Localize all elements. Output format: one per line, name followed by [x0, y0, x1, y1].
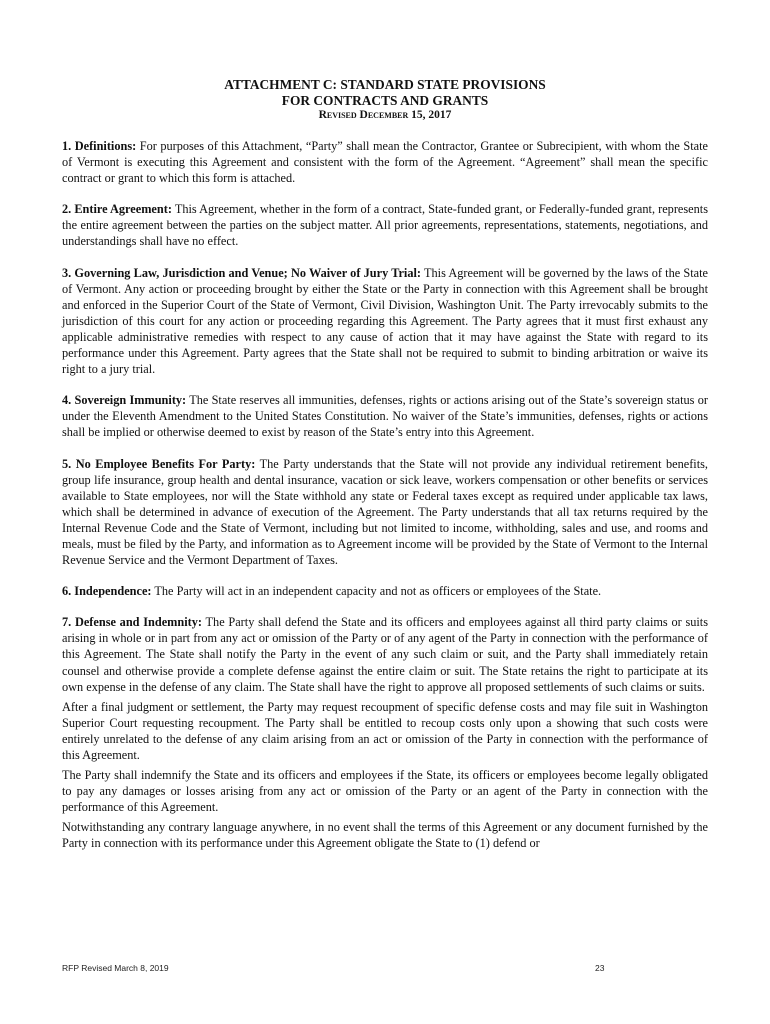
section-no-employee-benefits: [62, 456, 708, 569]
section-text: For purposes of this Attachment, “Party” shall mean the Contractor, Grantee or Subrecipient, with whom the State of Vermont is executing this Agreement and consistent with the form of the Agreement. “Agreement” shall mean the specific contract or grant to which this form is attached.: [62, 139, 708, 186]
section-text: The Party will act in an independent capacity and not as officers or employees of the State.: [154, 584, 602, 599]
revision-date: Revised December 15, 2017: [318, 109, 452, 121]
section-heading: 2. Entire Agreement:: [62, 202, 172, 217]
section-independence: [62, 583, 708, 599]
section-text: The Party understands that the State will not provide any individual retirement benefits, group life insurance, group health and dental insurance, vacation or sick leave, workers compensation or other benefits or services available to State employees, nor will the State withhold any state or Federal taxes except as required under applicable tax laws, which shall be determined in advance of execution of the Agreement. The Party understands that all tax returns required by the Internal Revenue Code and the State of Vermont, including but not limited to income, withholding, sales and use, and rooms and meals, must be filed by the Party, and information as to Agreement income will be provided by the State of Vermont to the Internal Revenue Service and the Vermont Department of Taxes.: [62, 456, 708, 568]
section-governing-law: [62, 265, 708, 378]
section-text: This Agreement will be governed by the laws of the State of Vermont. Any action or proceeding brought by either the State or the Party in connection with this Agreement shall be brought and enforced in the Superior Court of the State of Vermont, Civil Division, Washington Unit. The Party irrevocably submits to the jurisdiction of this court for any action or proceeding regarding this Agreement. The Party agrees that it must first exhaust any applicable administrative remedies with respect to any cause of action that it may have against the State with regard to its performance under this Agreement. Party agrees that the State shall not be required to submit to binding arbitration or waive its right to a jury trial.: [62, 265, 708, 377]
page-number: 23: [595, 963, 605, 973]
section-heading: 6. Independence:: [62, 584, 152, 599]
section-definitions: [62, 138, 708, 186]
document-body: [62, 138, 708, 856]
section-text: The Party shall defend the State and its officers and employees against all third party claims or suits arising in whole or in part from any act or omission of the Party or of any agent of the Party in connection with the performance of this Agreement. The State shall notify the Party in the event of any such claim or suit, and the Party shall immediately retain counsel and otherwise provide a complete defense against the entire claim or suit. The State retains the right to participate at its own expense in the defense of any claim. The State shall have the right to approve all proposed settlements of such claims or suits.: [62, 615, 708, 694]
section-heading: 5. No Employee Benefits For Party:: [62, 456, 256, 471]
paragraph-indemnify: The Party shall indemnify the State and its officers and employees if the State, its officers or employees become legally obligated to pay any damages or losses arising from any act or omission of the Party or an agent of the Party in connection with the performance of this Agreement.: [62, 768, 708, 815]
section-entire-agreement: [62, 201, 708, 249]
document-title: ATTACHMENT C: STANDARD STATE PROVISIONS: [224, 77, 546, 92]
document-subtitle: FOR CONTRACTS AND GRANTS: [281, 93, 489, 108]
section-sovereign-immunity: [62, 392, 708, 440]
section-defense-indemnity: [62, 614, 708, 694]
section-heading: 7. Defense and Indemnity:: [62, 615, 202, 630]
paragraph-recoupment: After a final judgment or settlement, the Party may request recoupment of specific defense costs and may file suit in Washington Superior Court requesting recoupment. The Party shall be entitled to recoup costs only upon a showing that such costs were entirely unrelated to the defense of any claim arising from an act or omission of the Party in connection with the performance of this Agreement.: [62, 699, 708, 762]
footer-revision: RFP Revised March 8, 2019: [62, 963, 169, 973]
section-text: This Agreement, whether in the form of a contract, State-funded grant, or Federally-funded grant, represents the entire agreement between the parties on the subject matter. All prior agreements, representations, statements, negotiations, and understandings shall have no effect.: [62, 202, 708, 249]
section-heading: 3. Governing Law, Jurisdiction and Venue; No Waiver of Jury Trial:: [62, 265, 422, 280]
section-text: The State reserves all immunities, defenses, rights or actions arising out of the State’s sovereign status or under the Eleventh Amendment to the United States Constitution. No waiver of the State’s immunities, defenses, rights or actions shall be implied or otherwise deemed to exist by reason of the State’s entry into this Agreement.: [62, 393, 708, 440]
paragraph-notwithstanding: Notwithstanding any contrary language anywhere, in no event shall the terms of this Agreement or any document furnished by the Party in connection with its performance under this Agreement obligate the State to (1) defend or: [62, 820, 708, 851]
section-heading: 1. Definitions:: [62, 139, 137, 153]
section-heading: 4. Sovereign Immunity:: [62, 393, 187, 408]
